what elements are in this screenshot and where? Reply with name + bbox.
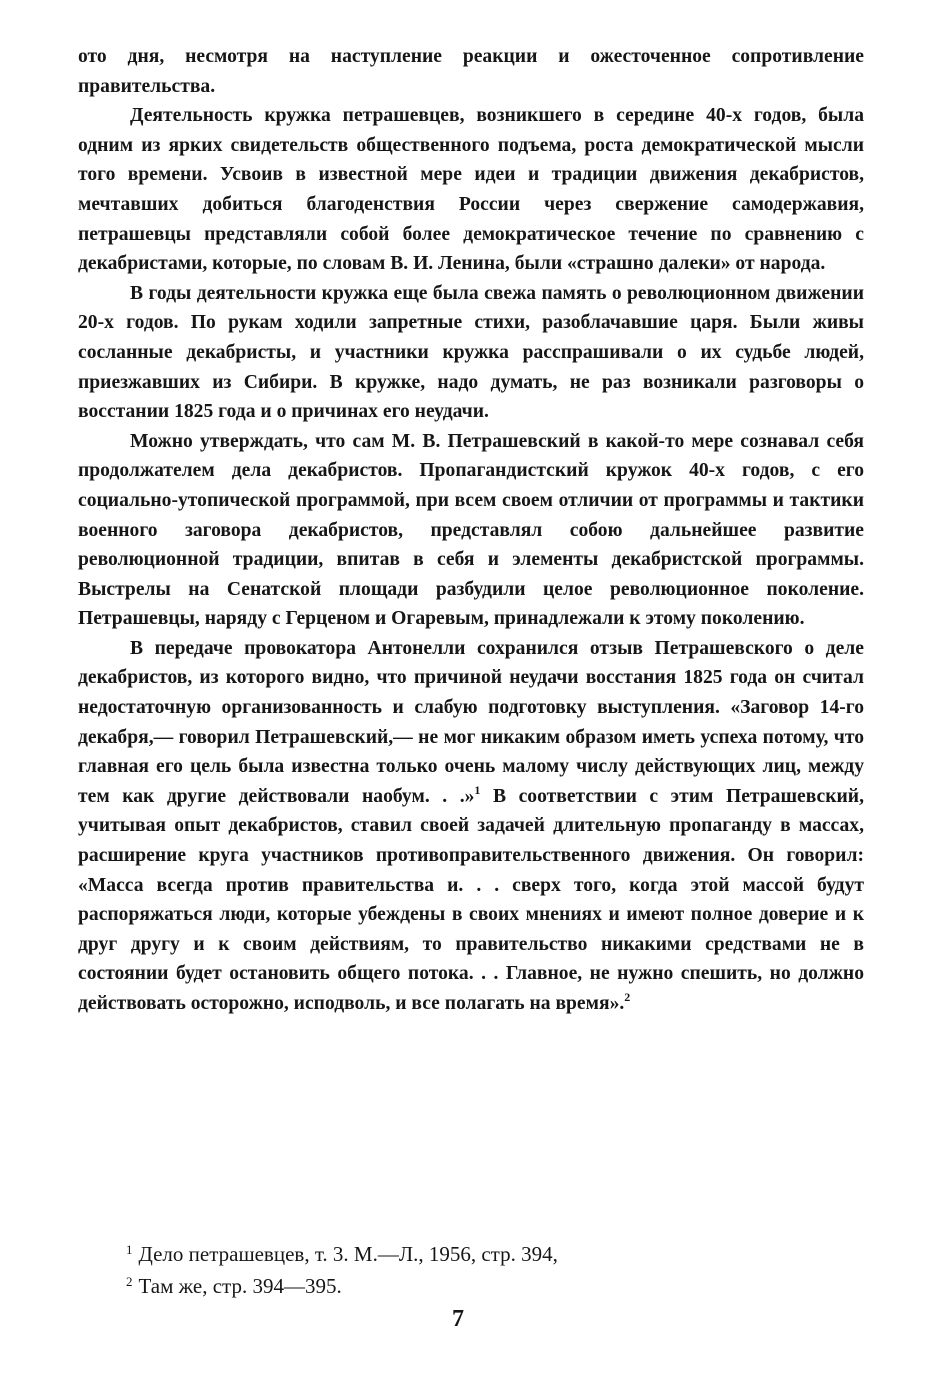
footnote-ref-2[interactable]: 2 [624, 990, 631, 1004]
paragraph-continued: ото дня, несмотря на наступление реакции и ожесточенное сопротивление правительства. [78, 46, 864, 97]
paragraph-years-of-circle: В годы деятельности кружка еще была свежа память о революционном движении 20-х годов. По рукам ходили запретные стихи, разоблачавшие царя. Были живы сосланные декабристы, и участники кружка расспрашивали о их судьбе людей, приезжавших из Сибири. В кружке, надо думать, не раз возникали разговоры о восстании 1825 года и о причинах его неудачи. [78, 282, 864, 423]
footnote-text: Там же, стр. 394—395. [138, 1274, 342, 1298]
footnote-text: Дело петрашевцев, т. 3. М.—Л., 1956, стр. 394, [138, 1242, 558, 1266]
paragraph-text-part-2: В соответствии с этим Петрашевский, учитывая опыт декабристов, ставил своей задачей длительную пропаганду в массах, расширение круга участников противоправительственного движения. Он говорил: «Масса всегда против правительства и. . . сверх того, когда этой массой будут распоряжаться люди, которые убеждены в своих мнениях и имеют полное доверие и к друг другу и к своим действиям, то правительство никакими средствами не в состоянии будет остановить общего потока. . . Главное, не нужно спешить, но должно действовать осторожно, исподволь, и все полагать на время». [78, 785, 864, 1014]
footnotes [126, 1236, 826, 1300]
paragraph-petrashevsky-successor: Можно утверждать, что сам М. В. Петрашевский в какой-то мере сознавал себя продолжателем дела декабристов. Пропагандистский кружок 40-х годов, с его социально-утопической программой, при всем своем отличии от программы и тактики военного заговора декабристов, представлял собою дальнейшее развитие революционной традиции, впитав в себя и элементы декабристской программы. Выстрелы на Сенатской площади разбудили целое революционное поколение. Петрашевцы, наряду с Герценом и Огаревым, принадлежали к этому поколению. [78, 430, 864, 630]
footnote-2 [126, 1268, 826, 1300]
page-number: 7 [452, 1306, 464, 1332]
paragraph-text-part-1: В передаче провокатора Антонелли сохранился отзыв Петрашевского о деле декабристов, из которого видно, что причиной неудачи восстания 1825 года он считал недостаточную организованность и слабую подготовку выступления. «Заговор 14-го декабря,— говорил Петрашевский,— не мог никаким образом иметь успеха потому, что главная его цель была известна только очень малому числу действующих лиц, между тем как другие действовали наобум. . .» [78, 637, 864, 807]
page-body [78, 42, 864, 1019]
footnote-ref-1[interactable]: 1 [474, 782, 481, 797]
footnote-1 [126, 1236, 826, 1268]
footnote-mark: 1 [126, 1242, 133, 1257]
footnote-mark: 2 [126, 1274, 133, 1289]
paragraph-antonelli-report [78, 634, 864, 1019]
paragraph-petrashevtsy-activity: Деятельность кружка петрашевцев, возникшего в середине 40-х годов, была одним из ярких свидетельств общественного подъема, роста демократической мысли того времени. Усвоив в известной мере идеи и традиции движения декабристов, мечтавших добиться благоденствия России через свержение самодержавия, петрашевцы представляли собой более демократическое течение по сравнению с декабристами, которые, по словам В. И. Ленина, были «страшно далеки» от народа. [78, 105, 864, 275]
